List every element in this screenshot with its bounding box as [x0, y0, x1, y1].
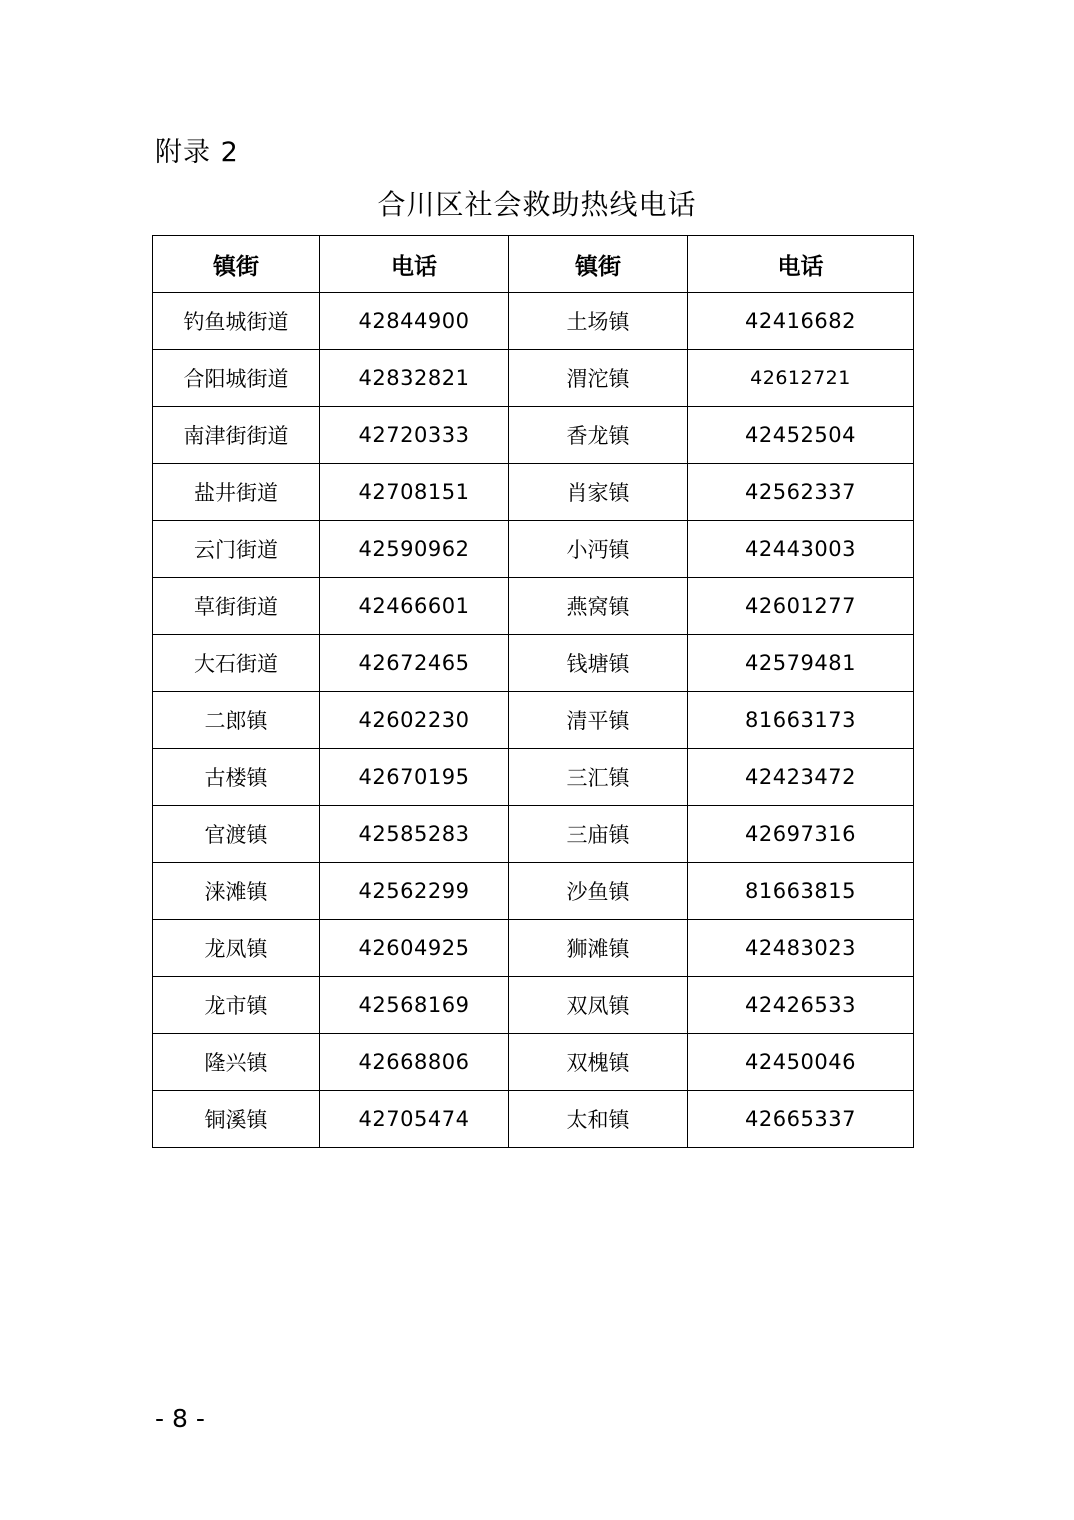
phone-number: 42670195 — [320, 749, 509, 806]
town-name: 钓鱼城街道 — [153, 293, 320, 350]
header-phone-left: 电话 — [320, 236, 509, 293]
town-name: 渭沱镇 — [509, 350, 688, 407]
phone-number: 42568169 — [320, 977, 509, 1034]
phone-number: 42697316 — [688, 806, 914, 863]
phone-number: 42562337 — [688, 464, 914, 521]
phone-number: 42416682 — [688, 293, 914, 350]
table-row — [153, 1034, 914, 1091]
town-name: 双槐镇 — [509, 1034, 688, 1091]
header-town-left: 镇街 — [153, 236, 320, 293]
town-name: 太和镇 — [509, 1091, 688, 1148]
table-row — [153, 920, 914, 977]
town-name: 清平镇 — [509, 692, 688, 749]
town-name: 三庙镇 — [509, 806, 688, 863]
phone-number: 42579481 — [688, 635, 914, 692]
town-name: 燕窝镇 — [509, 578, 688, 635]
table-row — [153, 692, 914, 749]
phone-number: 42426533 — [688, 977, 914, 1034]
phone-number: 42668806 — [320, 1034, 509, 1091]
phone-number: 42602230 — [320, 692, 509, 749]
table-row — [153, 521, 914, 578]
phone-number: 42443003 — [688, 521, 914, 578]
town-name: 古楼镇 — [153, 749, 320, 806]
phone-number: 42590962 — [320, 521, 509, 578]
town-name: 二郎镇 — [153, 692, 320, 749]
table-row — [153, 863, 914, 920]
table-row — [153, 293, 914, 350]
table-row — [153, 350, 914, 407]
phone-number: 42601277 — [688, 578, 914, 635]
table-row — [153, 578, 914, 635]
header-phone-right: 电话 — [688, 236, 914, 293]
header-town-right: 镇街 — [509, 236, 688, 293]
town-name: 隆兴镇 — [153, 1034, 320, 1091]
phone-number: 42705474 — [320, 1091, 509, 1148]
phone-number: 42585283 — [320, 806, 509, 863]
phone-number: 42832821 — [320, 350, 509, 407]
table-row — [153, 749, 914, 806]
table-row — [153, 977, 914, 1034]
table-row — [153, 635, 914, 692]
town-name: 三汇镇 — [509, 749, 688, 806]
appendix-label: 附录 2 — [155, 137, 239, 168]
town-name: 土场镇 — [509, 293, 688, 350]
town-name: 龙凤镇 — [153, 920, 320, 977]
town-name: 龙市镇 — [153, 977, 320, 1034]
town-name: 小沔镇 — [509, 521, 688, 578]
phone-number: 42450046 — [688, 1034, 914, 1091]
phone-number: 42844900 — [320, 293, 509, 350]
phone-number: 42452504 — [688, 407, 914, 464]
town-name: 涞滩镇 — [153, 863, 320, 920]
town-name: 合阳城街道 — [153, 350, 320, 407]
town-name: 盐井街道 — [153, 464, 320, 521]
phone-number: 42720333 — [320, 407, 509, 464]
town-name: 南津街街道 — [153, 407, 320, 464]
town-name: 香龙镇 — [509, 407, 688, 464]
table-row — [153, 407, 914, 464]
town-name: 云门街道 — [153, 521, 320, 578]
phone-number: 42612721 — [688, 350, 914, 407]
town-name: 官渡镇 — [153, 806, 320, 863]
phone-number: 81663815 — [688, 863, 914, 920]
town-name: 草街街道 — [153, 578, 320, 635]
town-name: 肖家镇 — [509, 464, 688, 521]
phone-number: 42672465 — [320, 635, 509, 692]
table-row — [153, 464, 914, 521]
phone-number: 42708151 — [320, 464, 509, 521]
town-name: 铜溪镇 — [153, 1091, 320, 1148]
phone-number: 42604925 — [320, 920, 509, 977]
page-number: - 8 - — [155, 1404, 205, 1433]
town-name: 大石街道 — [153, 635, 320, 692]
table-header-row — [153, 236, 914, 293]
phone-number: 42423472 — [688, 749, 914, 806]
town-name: 钱塘镇 — [509, 635, 688, 692]
phone-number: 42466601 — [320, 578, 509, 635]
phone-number: 42562299 — [320, 863, 509, 920]
page-title: 合川区社会救助热线电话 — [377, 188, 697, 221]
phone-number: 81663173 — [688, 692, 914, 749]
town-name: 双凤镇 — [509, 977, 688, 1034]
table-row — [153, 1091, 914, 1148]
phone-number: 42483023 — [688, 920, 914, 977]
town-name: 狮滩镇 — [509, 920, 688, 977]
hotline-table — [152, 235, 914, 1148]
town-name: 沙鱼镇 — [509, 863, 688, 920]
phone-number: 42665337 — [688, 1091, 914, 1148]
table-row — [153, 806, 914, 863]
